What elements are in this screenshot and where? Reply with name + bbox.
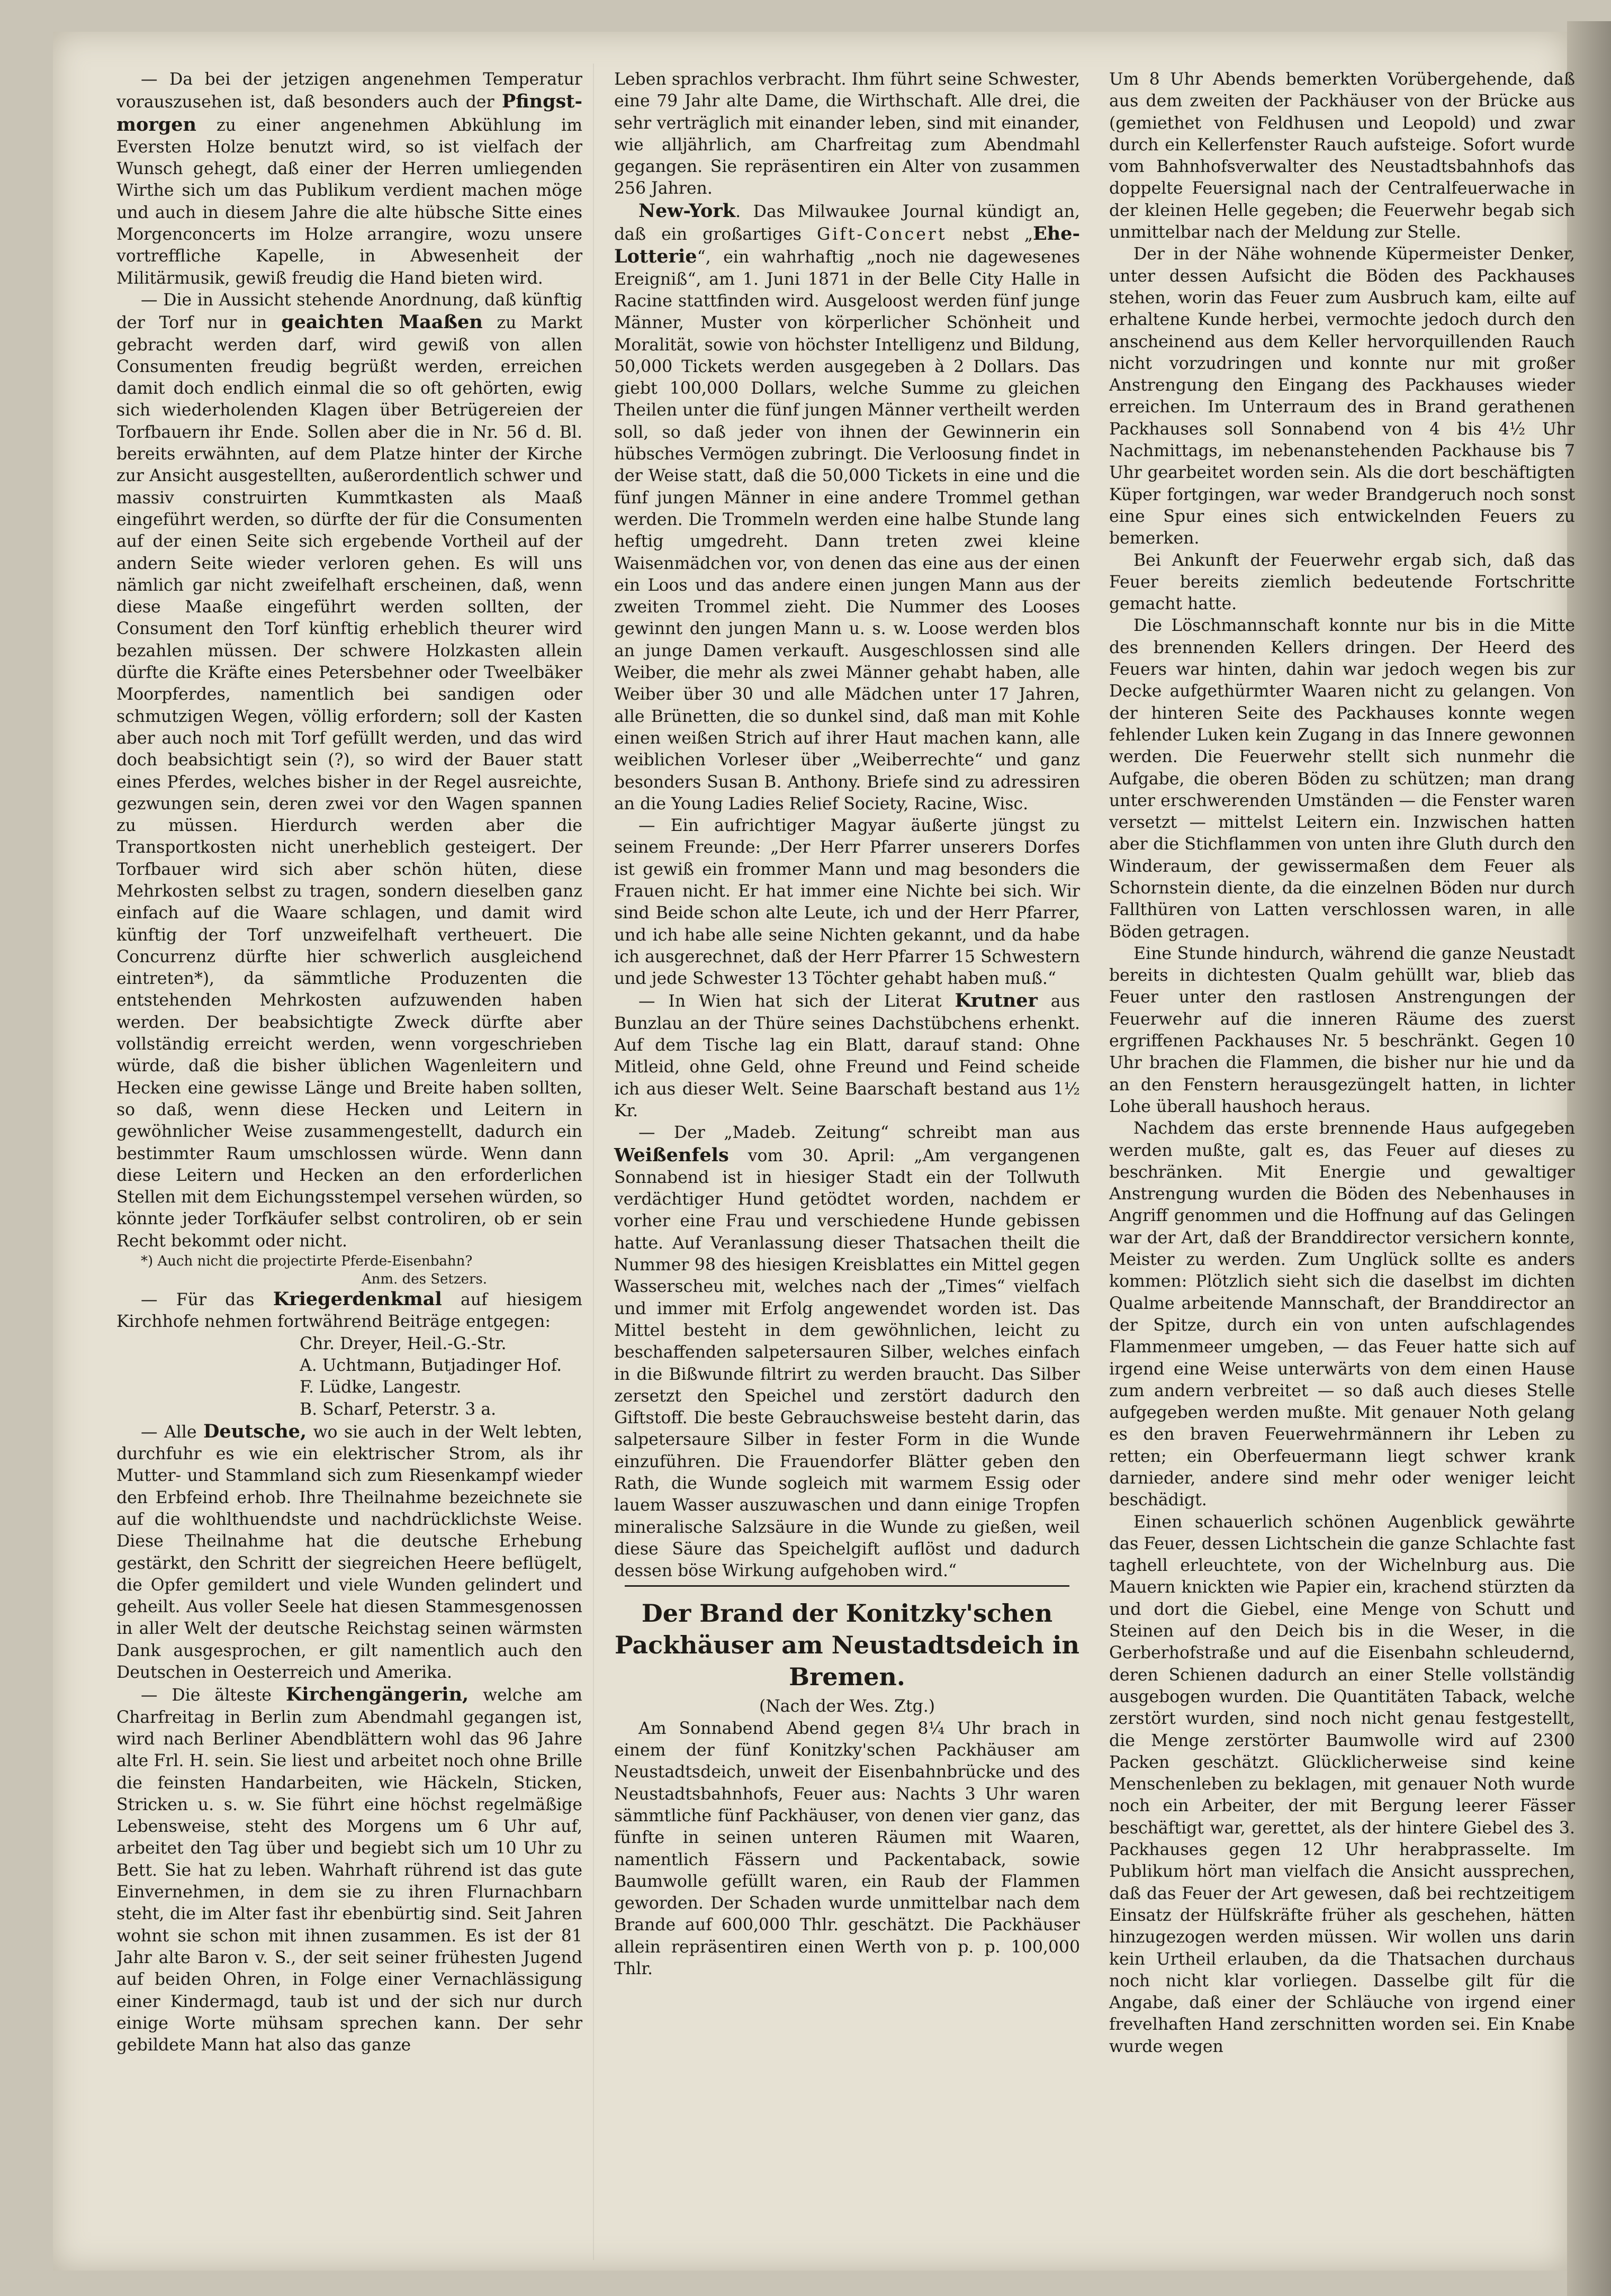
article-brand-p1: Um 8 Uhr Abends bemerkten Vorübergehende, daß aus dem zweiten der Packhäuser von der Brücke aus (gemiethet von Feldhusen und Leopold) und zwar durch ein Kellerfenster Rauch aufsteige. Sofort wurde vom Bahnhofsverwalter des Neustadtsbahnhofs das doppelte Feuersignal nach der Centralfeuerwache in der kleinen Helle gegeben; die Feuerwehr begab sich unmittelbar nach der Meldung zur Stelle.: [1109, 70, 1575, 242]
column-1: [116, 69, 582, 2056]
article-kirchengaengerin: — Die älteste Kirchengängerin, welche am Charfreitag in Berlin zum Abendmahl gegangen ist, wird nach Berliner Abendblättern wohl das 96 Jahre alte Frl. H. sein. Sie liest und arbeitet noch ohne Brille die feinsten Handarbeiten, wie Häckeln, Sticken, Stricken u. s. w. Sie führt eine höchst regelmäßige Lebensweise, steht des Morgens um 6 Uhr auf, arbeitet den Tag über und begiebt sich um 10 Uhr zu Bett. Sie hat zu leben. Wahrhaft rührend ist das gute Einvernehmen, in dem sie zu ihren Flurnachbarn steht, die im Alter fast ihr ebenbürtig sind. Seit Jahren wohnt sie schon mit ihnen zusammen. Es ist der 81 Jahr alte Baron v. S., der seit seiner frühesten Jugend auf beiden Ohren, in Folge einer Vernachlässigung einer Kindermagd, taub ist und der sich nur durch einige Worte mühsam sprechen kann. Der sehr gebildete Mann hat also das ganze: [116, 1684, 582, 2055]
donor-item: A. Uchtmann, Butjadinger Hof.: [300, 1355, 562, 1375]
article-brand-p6: Nachdem das erste brennende Haus aufgegeben werden mußte, galt es, das Feuer auf dieses zu beschränken. Mit Energie und gewaltiger Anstrengung wurden die Böden des Nebenhauses in Angriff genommen und die Hoffnung auf das Gelingen war der Art, daß der Branddirector versichern konnte, Meister zu werden. Zum Unglück sollte es anders kommen: Plötzlich sieht sich die daselbst im dichten Qualme arbeitende Mannschaft, der Branddirector an der Spitze, durch ein von unten aufschlagendes Flammenmeer umgeben, — das Feuer hatte sich auf irgend eine Weise unterwärts von dem einen Hause zum andern verbreitet — so daß auch dieses Stelle aufgegeben werden mußte. Mit genauer Noth gelang es den braven Feuerwehrmännern ihr Leben zu retten; ein Oberfeuermann liegt schwer krank darnieder, andere sind mehr oder weniger leicht beschädigt.: [1109, 1119, 1575, 1510]
article-new-york: New-York. Das Milwaukee Journal kündigt an, daß ein großartiges Gift-Concert nebst „Ehe-Lotterie“, ein wahrhaftig „noch nie dagewesenes Ereigniß“, am 1. Juni 1871 in der Belle City Halle in Racine stattfinden wird. Ausgeloost werden fünf junge Männer, Muster von körperlicher Schönheit und Moralität, sowie von höchster Intelligenz und Bildung, 50,000 Tickets werden ausgegeben à 2 Dollars. Das giebt 100,000 Dollars, welche Summe zu gleichen Theilen unter die fünf jungen Männer vertheilt werden soll, so daß jeder von ihnen der Gewinnerin ein hübsches Vermögen zubringt. Die Verloosung findet in der Weise statt, daß die 50,000 Tickets in eine und die fünf jungen Männer in eine andere Trommel gethan werden. Die Trommeln werden eine halbe Stunde lang heftig umgedreht. Dann treten zwei kleine Waisenmädchen vor, von denen das eine aus der einen ein Loos und das andere einen jungen Mann aus der zweiten Trommel zieht. Die Nummer des Looses gewinnt den jungen Mann u. s. w. Loose werden blos an junge Damen verkauft. Ausgeschlossen sind alle Weiber, die mehr als zwei Männer gehabt haben, alle Weiber über 30 und alle Mädchen unter 17 Jahren, alle Brünetten, die so dunkel sind, daß man mit Kohle einen weißen Strich auf ihrer Haut machen kann, alle weiblichen Vorleser über „Weiberrechte“ und ganz besonders Susan B. Anthony. Briefe sind zu adressiren an die Young Ladies Relief Society, Racine, Wisc.: [614, 200, 1080, 813]
column-3: [1109, 69, 1575, 2058]
footnote-signature: Anm. des Setzers.: [361, 1271, 487, 1288]
section-rule: [625, 1585, 1069, 1587]
article-brand-p4: Die Löschmannschaft konnte nur bis in die Mitte des brennenden Kellers dringen. Der Heerd des Feuers war hinten, dahin war jedoch wegen bis zur Decke aufgethürmter Waaren nicht zu gelangen. Von der hinteren Seite des Packhauses konnte wegen fehlender Luken kein Zugang in das Innere gewonnen werden. Die Feuerwehr stellt sich nunmehr die Aufgabe, die oberen Böden zu schützen; man drang unter erschwerenden Umständen — die Fenster waren versetzt — mittelst Leitern ein. Inzwischen hatten aber die Stichflammen von unten ihre Gluth durch den Winderaum, der gewissermaßen dem Feuer als Schornstein diente, da die einzelnen Böden nur durch Fallthüren von Latten verschlossen waren, in alle Böden getragen.: [1109, 616, 1575, 942]
article-brand-p3: Bei Ankunft der Feuerwehr ergab sich, daß das Feuer bereits ziemlich bedeutende Fortschritte gemacht hatte.: [1109, 550, 1575, 614]
article-weissenfels: — Der „Madeb. Zeitung“ schreibt man aus Weißenfels vom 30. April: „Am vergangenen Sonnabend ist in hiesiger Stadt ein der Tollwuth verdächtiger Hund getödtet worden, nachdem er vorher eine Frau und verschiedene Hunde gebissen hatte. Auf Veranlassung dieser Thatsachen theilt die Nummer 98 des hiesigen Kreisblattes ein Mittel gegen Wasserscheu mit, welches nach der „Times“ vielfach und immer mit Erfolg angewendet worden ist. Das Mittel besteht in dem gewöhnlichen, leicht zu beschaffenden salpetersauren Silber, welches einfach in die Bißwunde filtrirt zu werden braucht. Das Silber zersetzt den Speichel und zerstört dadurch den Giftstoff. Die beste Gebrauchsweise besteht darin, das salpetersaure Silber in fester Form in die Wunde einzuführen. Die Frauendorfer Blätter geben den Rath, die Wunde sogleich mit warmem Essig oder lauem Wasser auszuwaschen und dann einige Tropfen mineralische Salzsäure in die Wunde zu gießen, weil diese Säure das Speichelgift auflöst und dadurch dessen böse Wirkung aufgehoben wird.“: [614, 1123, 1080, 1581]
article-wien: — In Wien hat sich der Literat Krutner aus Bunzlau an der Thüre seines Dachstübchens erhenkt. Auf dem Tische lag ein Blatt, darauf stand: Ohne Mitleid, ohne Geld, ohne Freund und Feind scheide ich aus dieser Welt. Seine Baarschaft bestand aus 1½ Kr.: [614, 990, 1080, 1120]
donor-item: B. Scharf, Peterstr. 3 a.: [300, 1399, 497, 1419]
article-brand-p5: Eine Stunde hindurch, während die ganze Neustadt bereits in dichtesten Qualm gehüllt war, blieb das Feuer unter den rastlosen Anstrengungen der Feuerwehr auf die inneren Räume des zuerst ergriffenen Packhauses Nr. 5 beschränkt. Gegen 10 Uhr brachen die Flammen, die bisher nur hie und da an den Fenstern herausgezüngelt hatten, in lichter Lohe überall haushoch heraus.: [1109, 944, 1575, 1116]
article-brand-p2: Der in der Nähe wohnende Küpermeister Denker, unter dessen Aufsicht die Böden des Packhauses stehen, worin das Feuer zum Ausbruch kam, eilte auf erhaltene Kunde herbei, vermochte jedoch durch den anscheinend aus dem Keller hervorquillenden Rauch nicht vorzudringen und konnte nur mit großer Anstrengung den Eingang des Packhauses wieder erreichen. Im Unterraum des in Brand gerathenen Packhauses soll Sonnabend von 4 bis 4½ Uhr Nachmittags, im nebenanstehenden Packhause bis 7 Uhr gearbeitet worden sein. Als die dort beschäftigten Küper fortgingen, war weder Brandgeruch noch sonst eine Spur eines sich entwickelnden Feuers zu bemerken.: [1109, 245, 1575, 548]
article-brand-p7: Einen schauerlich schönen Augenblick gewährte das Feuer, dessen Lichtschein die ganze Schlachte fast taghell erleuchtete, von der Wichelnburg aus. Die Mauern knickten wie Papier ein, krachend stürzten da und dort die Giebel, eine Menge von Schutt und Steinen auf den Deich bis in die Weser, in die Gerberhofstraße und auf die Eisenbahn schleudernd, deren Schienen dadurch an einer Stelle vollständig ausgebogen wurden. Die Quantitäten Taback, welche zerstört wurden, sind noch nicht genau festgestellt, die Menge zerstörter Baumwolle wird auf 2300 Packen geschätzt. Glücklicherweise sind keine Menschenleben zu beklagen, mit genauer Noth wurde noch ein Arbeiter, der mit Bergung leerer Fässer beschäftigt war, gerettet, als der hintere Giebel des 3. Packhauses gegen 12 Uhr herabprasselte. Im Publikum hört man vielfach die Ansicht aussprechen, daß das Feuer der Art gewesen, daß bei rechtzeitigem Einsatz der Hülfskräfte früher als geschehen, hätten hinzugezogen werden müssen. Wir wollen uns darin kein Urtheil erlauben, da die Thatsachen durchaus noch nicht klar vorliegen. Dasselbe gilt für die Angabe, daß einer der Schläuche von irgend einer frevelhaften Hand zerschnitten worden sei. Ein Knabe wurde wegen: [1109, 1512, 1575, 2056]
footnote: *) Auch nicht die projectirte Pferde-Eisenbahn?: [141, 1253, 473, 1270]
article-magyar: — Ein aufrichtiger Magyar äußerte jüngst zu seinem Freunde: „Der Herr Pfarrer unserers Dorfes ist gewiß ein frommer Mann und mag besonders die Frauen nicht. Er hat immer eine Nichte bei sich. Wir sind Beide schon alte Leute, ich und der Herr Pfarrer, und ich habe alle seine Nichten gekannt, und da habe ich ausgerechnet, daß der Herr Pfarrer 15 Schwestern und jede Schwester 13 Töchter gehabt haben muß.“: [614, 816, 1080, 989]
article-continuation: Leben sprachlos verbracht. Ihm führt seine Schwester, eine 79 Jahr alte Dame, die Wirthschaft. Alle drei, die sehr verträglich mit einander leben, sind mit einander, wie alljährlich, am Charfreitag zum Abendmahl gegangen. Sie repräsentiren ein Alter von zusammen 256 Jahren.: [614, 70, 1080, 198]
section-title: Der Brand der Konitzky'schen Packhäuser am Neustadtsdeich in Bremen.: [615, 1599, 1079, 1692]
column-2: [614, 69, 1080, 1980]
donor-item: F. Lüdke, Langestr.: [300, 1378, 462, 1397]
donor-item: Chr. Dreyer, Heil.-G.-Str.: [300, 1334, 507, 1353]
article-pfingstmorgen: — Da bei der jetzigen angenehmen Temperatur vorauszusehen ist, daß besonders auch der Pfingst-morgen zu einer angenehmen Abkühlung im Eversten Holze benutzt wird, so ist vielfach der Wunsch gehegt, daß einer der Herren umliegenden Wirthe sich um das Publikum verdient machen möge und auch in diesem Jahre die alte hübsche Sitte eines Morgenconcerts im Holze arrangire, wozu unsere vortreffliche Kapelle, in Abwesenheit der Militärmusik, gewiß freudig die Hand bieten wird.: [116, 70, 582, 288]
section-source: (Nach der Wes. Ztg.): [759, 1697, 935, 1716]
article-kriegerdenkmal: — Für das Kriegerdenkmal auf hiesigem Kirchhofe nehmen fortwährend Beiträge entgegen:: [116, 1288, 582, 1332]
article-brand-intro: Am Sonnabend Abend gegen 8¼ Uhr brach in einem der fünf Konitzky'schen Packhäuser am Neustadtsdeich, unweit der Eisenbahnbrücke und des Neustadtsbahnhofs, Feuer aus: Nachts 3 Uhr waren sämmtliche fünf Packhäuser, von denen vier ganz, das fünfte in seinen unteren Räumen mit Waaren, namentlich Fässern und Packentaback, sowie Baumwolle gefüllt waren, ein Raub der Flammen geworden. Der Schaden wurde unmittelbar nach dem Brande auf 600,000 Thlr. geschätzt. Die Packhäuser allein repräsentiren einen Werth von p. p. 100,000 Thlr.: [614, 1719, 1080, 1979]
article-deutsche: — Alle Deutsche, wo sie auch in der Welt lebten, durchfuhr es wie ein elektrischer Strom, als ihr Mutter- und Stammland sich zum Riesenkampf wieder den Erbfeind erhob. Ihre Theilnahme bezeichnete sie auf die wohlthuendste und nachdrücklichste Weise. Diese Theilnahme hat die deutsche Erhebung gestärkt, den Schritt der siegreichen Heere beflügelt, die Opfer gemildert und viele Wunden gelindert und geheilt. Aus voller Seele hat diesen Stammesgenossen in aller Welt der deutsche Reichstag seinen wärmsten Dank ausgesprochen, er gilt namentlich auch den Deutschen in Oesterreich und Amerika.: [116, 1420, 582, 1683]
column-divider: [593, 64, 594, 2260]
article-torf: — Die in Aussicht stehende Anordnung, daß künftig der Torf nur in geaichten Maaßen zu Markt gebracht werden darf, wird gewiß von allen Consumenten freudig begrüßt werden, erreichen damit doch endlich einmal die so oft gehörten, ewig sich wiederholenden Klagen über Betrügereien der Torfbauern ihr Ende. Sollen aber die in Nr. 56 d. Bl. bereits erwähnten, auf dem Platze hinter der Kirche zur Ansicht ausgestellten, außerordentlich schwer und massiv construirten Kummtkasten als Maaß eingeführt werden, so dürfte der für die Consumenten auf der einen Seite sich ergebende Vortheil auf der andern Seite wieder verloren gehen. Es will uns nämlich gar nicht zweifelhaft erscheinen, daß, wenn diese Maaße eingeführt werden sollten, der Consument den Torf künftig erheblich theurer wird bezahlen müssen. Der schwere Holzkasten allein dürfte die Kräfte eines Petersbehner oder Tweelbäker Moorpferdes, namentlich bei sandigen oder schmutzigen Wegen, völlig erfordern; soll der Kasten aber auch noch mit Torf gefüllt werden, und das wird doch beabsichtigt sein (?), so wird der Bauer statt eines Pferdes, welches bisher in der Regel ausreichte, gezwungen sein, deren zwei vor den Wagen spannen zu müssen. Hierdurch werden aber die Transportkosten nicht unerheblich gesteigert. Der Torfbauer wird sich aber schön hüten, diese Mehrkosten selbst zu tragen, sondern dieselben ganz einfach auf die Waare schlagen, und damit wird künftig der Torf unzweifelhaft vertheuert. Die Concurrenz dürfte hier schwerlich ausgleichend eintreten*), da sämmtliche Produzenten die entstehenden Mehrkosten aufzuwenden haben werden. Der beabsichtigte Zweck dürfte aber vollständig erreicht werden, wenn vorgeschrieben würde, daß die bisher üblichen Wagenleitern und Hecken eine gewisse Länge und Breite haben sollten, so daß, wenn diese Hecken und Leitern in gewöhnlicher Weise zusammengestellt, dadurch ein bestimmter Raum umschlossen würde. Wenn dann diese Leitern und Hecken an den erforderlichen Stellen mit dem Eichungsstempel versehen würden, so könnte jeder Torfkäufer selbst controliren, ob er sein Recht bekommt oder nicht.: [116, 290, 582, 1251]
